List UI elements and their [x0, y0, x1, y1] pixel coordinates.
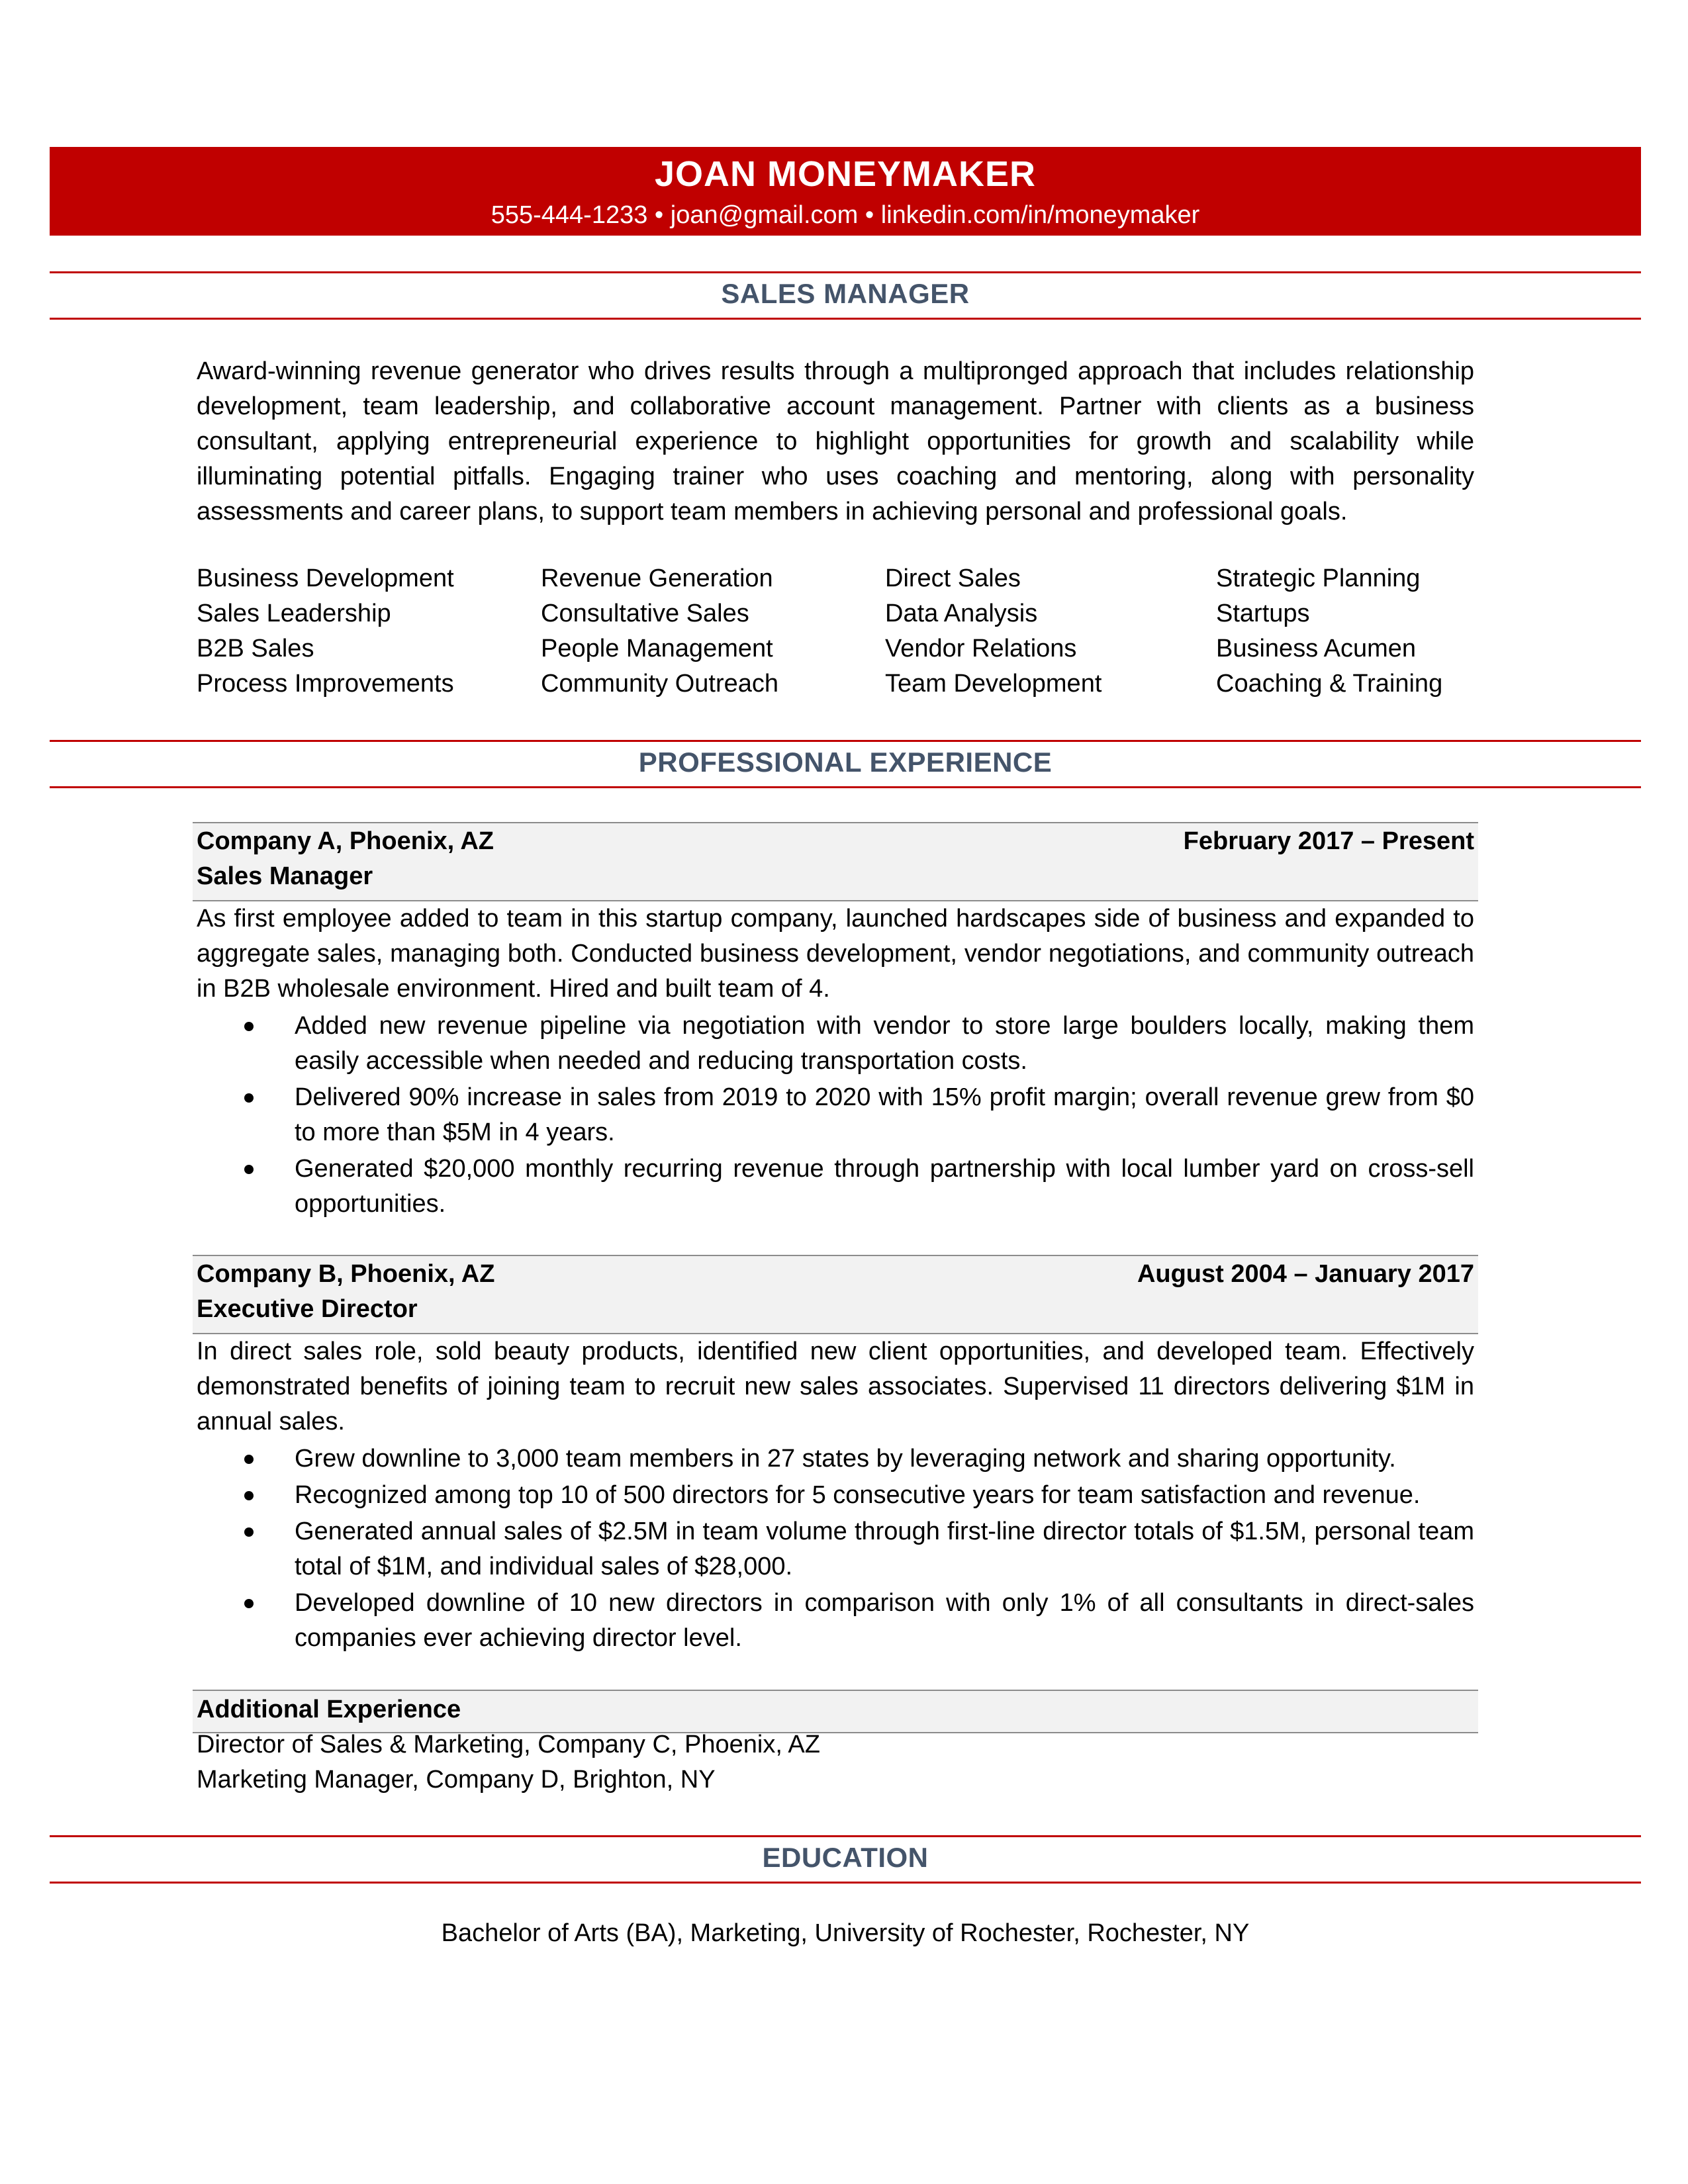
skill-item: Sales Leadership [197, 600, 391, 627]
header-band [50, 147, 1641, 236]
skill-item: Strategic Planning [1216, 565, 1421, 592]
list-item [197, 1586, 1474, 1656]
section-rule-bottom [50, 1882, 1641, 1884]
job-dates: August 2004 – January 2017 [1137, 1260, 1474, 1288]
job-bullet-list [197, 1441, 1474, 1657]
skill-item: Process Improvements [197, 670, 454, 698]
section-title-experience: PROFESSIONAL EXPERIENCE [638, 747, 1053, 778]
skill-item: Consultative Sales [541, 600, 749, 627]
skill-item: Direct Sales [885, 565, 1021, 592]
skill-item: Vendor Relations [885, 635, 1077, 662]
list-item [197, 1478, 1474, 1513]
contact-line: 555-444-1233 • joan@gmail.com • linkedin.com/in/moneymaker [491, 201, 1200, 229]
section-rule-top [50, 1835, 1641, 1837]
skills-grid [197, 561, 1474, 702]
section-rule-bottom [50, 318, 1641, 320]
job-header [193, 1255, 1478, 1334]
bullet-text: Added new revenue pipeline via negotiation with vendor to store large boulders locally, making them easily accessible when needed and reducing transportation costs. [295, 1012, 1474, 1075]
skills-column [885, 561, 1102, 702]
skill-item: Business Development [197, 565, 454, 592]
list-item [197, 1009, 1474, 1079]
job-header [193, 822, 1478, 901]
skill-item: People Management [541, 635, 773, 662]
bullet-text: Recognized among top 10 of 500 directors for 5 consecutive years for team satisfaction and revenue. [295, 1481, 1421, 1509]
professional-summary: Award-winning revenue generator who drives results through a multipronged approach that includes relationship development, team leadership, and collaborative account management. Partner with clients as a business consultant, applying entrepreneurial experience to highlight opportunities for growth and scalability while illuminating potential pitfalls. Engaging trainer who uses coaching and mentoring, along with personality assessments and career plans, to support team members in achieving personal and professional goals. [197, 357, 1474, 525]
job-title: Sales Manager [197, 862, 373, 890]
additional-experience-label: Additional Experience [197, 1696, 461, 1723]
skill-item: Business Acumen [1216, 635, 1417, 662]
job-dates: February 2017 – Present [1183, 827, 1474, 855]
additional-experience-item: Marketing Manager, Company D, Brighton, NY [197, 1766, 716, 1794]
section-title-education: EDUCATION [762, 1842, 929, 1873]
bullet-text: Grew downline to 3,000 team members in 27 states by leveraging network and sharing opportunity. [295, 1445, 1396, 1473]
list-item [197, 1441, 1474, 1477]
skill-item: Community Outreach [541, 670, 779, 698]
bullet-icon [244, 1491, 254, 1500]
job-description: As first employee added to team in this startup company, launched hardscapes side of business and expanded to aggregate sales, managing both. Conducted business development, vendor negotiations, and community outreach in B2B wholesale environment. Hired and built team of 4. [197, 905, 1474, 1003]
bullet-icon [244, 1022, 254, 1031]
bullet-icon [244, 1455, 254, 1464]
additional-experience-item: Director of Sales & Marketing, Company C, Phoenix, AZ [197, 1731, 820, 1758]
education-entry: Bachelor of Arts (BA), Marketing, University of Rochester, Rochester, NY [441, 1919, 1250, 1947]
bullet-text: Delivered 90% increase in sales from 2019 to 2020 with 15% profit margin; overall revenue grew from $0 to more than $5M in 4 years. [295, 1083, 1474, 1146]
candidate-name: JOAN MONEYMAKER [654, 154, 1037, 194]
list-item [197, 1514, 1474, 1584]
section-rule-top [50, 271, 1641, 273]
bullet-icon [244, 1093, 254, 1103]
skill-item: Revenue Generation [541, 565, 773, 592]
job-description: In direct sales role, sold beauty products, identified new client opportunities, and developed team. Effectively demonstrated benefits of joining team to recruit new sales associates. Supervised 11 directors delivering $1M in annual sales. [197, 1338, 1474, 1435]
bullet-text: Generated $20,000 monthly recurring revenue through partnership with local lumber yard on cross-sell opportunities. [295, 1155, 1474, 1218]
additional-experience-header [193, 1690, 1478, 1733]
skills-column [197, 561, 454, 702]
skills-column [541, 561, 778, 702]
job-title: Executive Director [197, 1295, 418, 1323]
bullet-text: Generated annual sales of $2.5M in team volume through first-line director totals of $1.5M, personal team total of $1M, and individual sales of $28,000. [295, 1518, 1474, 1580]
skill-item: Team Development [885, 670, 1102, 698]
skill-item: Data Analysis [885, 600, 1038, 627]
bullet-icon [244, 1599, 254, 1608]
bullet-icon [244, 1527, 254, 1537]
section-title-sales-manager: SALES MANAGER [721, 278, 970, 309]
bullet-text: Developed downline of 10 new directors in comparison with only 1% of all consultants in direct-sales companies ever achieving director level. [295, 1589, 1474, 1652]
list-item [197, 1080, 1474, 1150]
skill-item: Startups [1216, 600, 1310, 627]
skill-item: B2B Sales [197, 635, 314, 662]
bullet-icon [244, 1165, 254, 1174]
section-rule-bottom [50, 786, 1641, 788]
job-company: Company B, Phoenix, AZ [197, 1260, 495, 1288]
job-company: Company A, Phoenix, AZ [197, 827, 494, 855]
list-item [197, 1152, 1474, 1222]
job-bullet-list [197, 1009, 1474, 1223]
section-rule-top [50, 740, 1641, 742]
skills-column [1216, 561, 1442, 702]
skill-item: Coaching & Training [1216, 670, 1443, 698]
